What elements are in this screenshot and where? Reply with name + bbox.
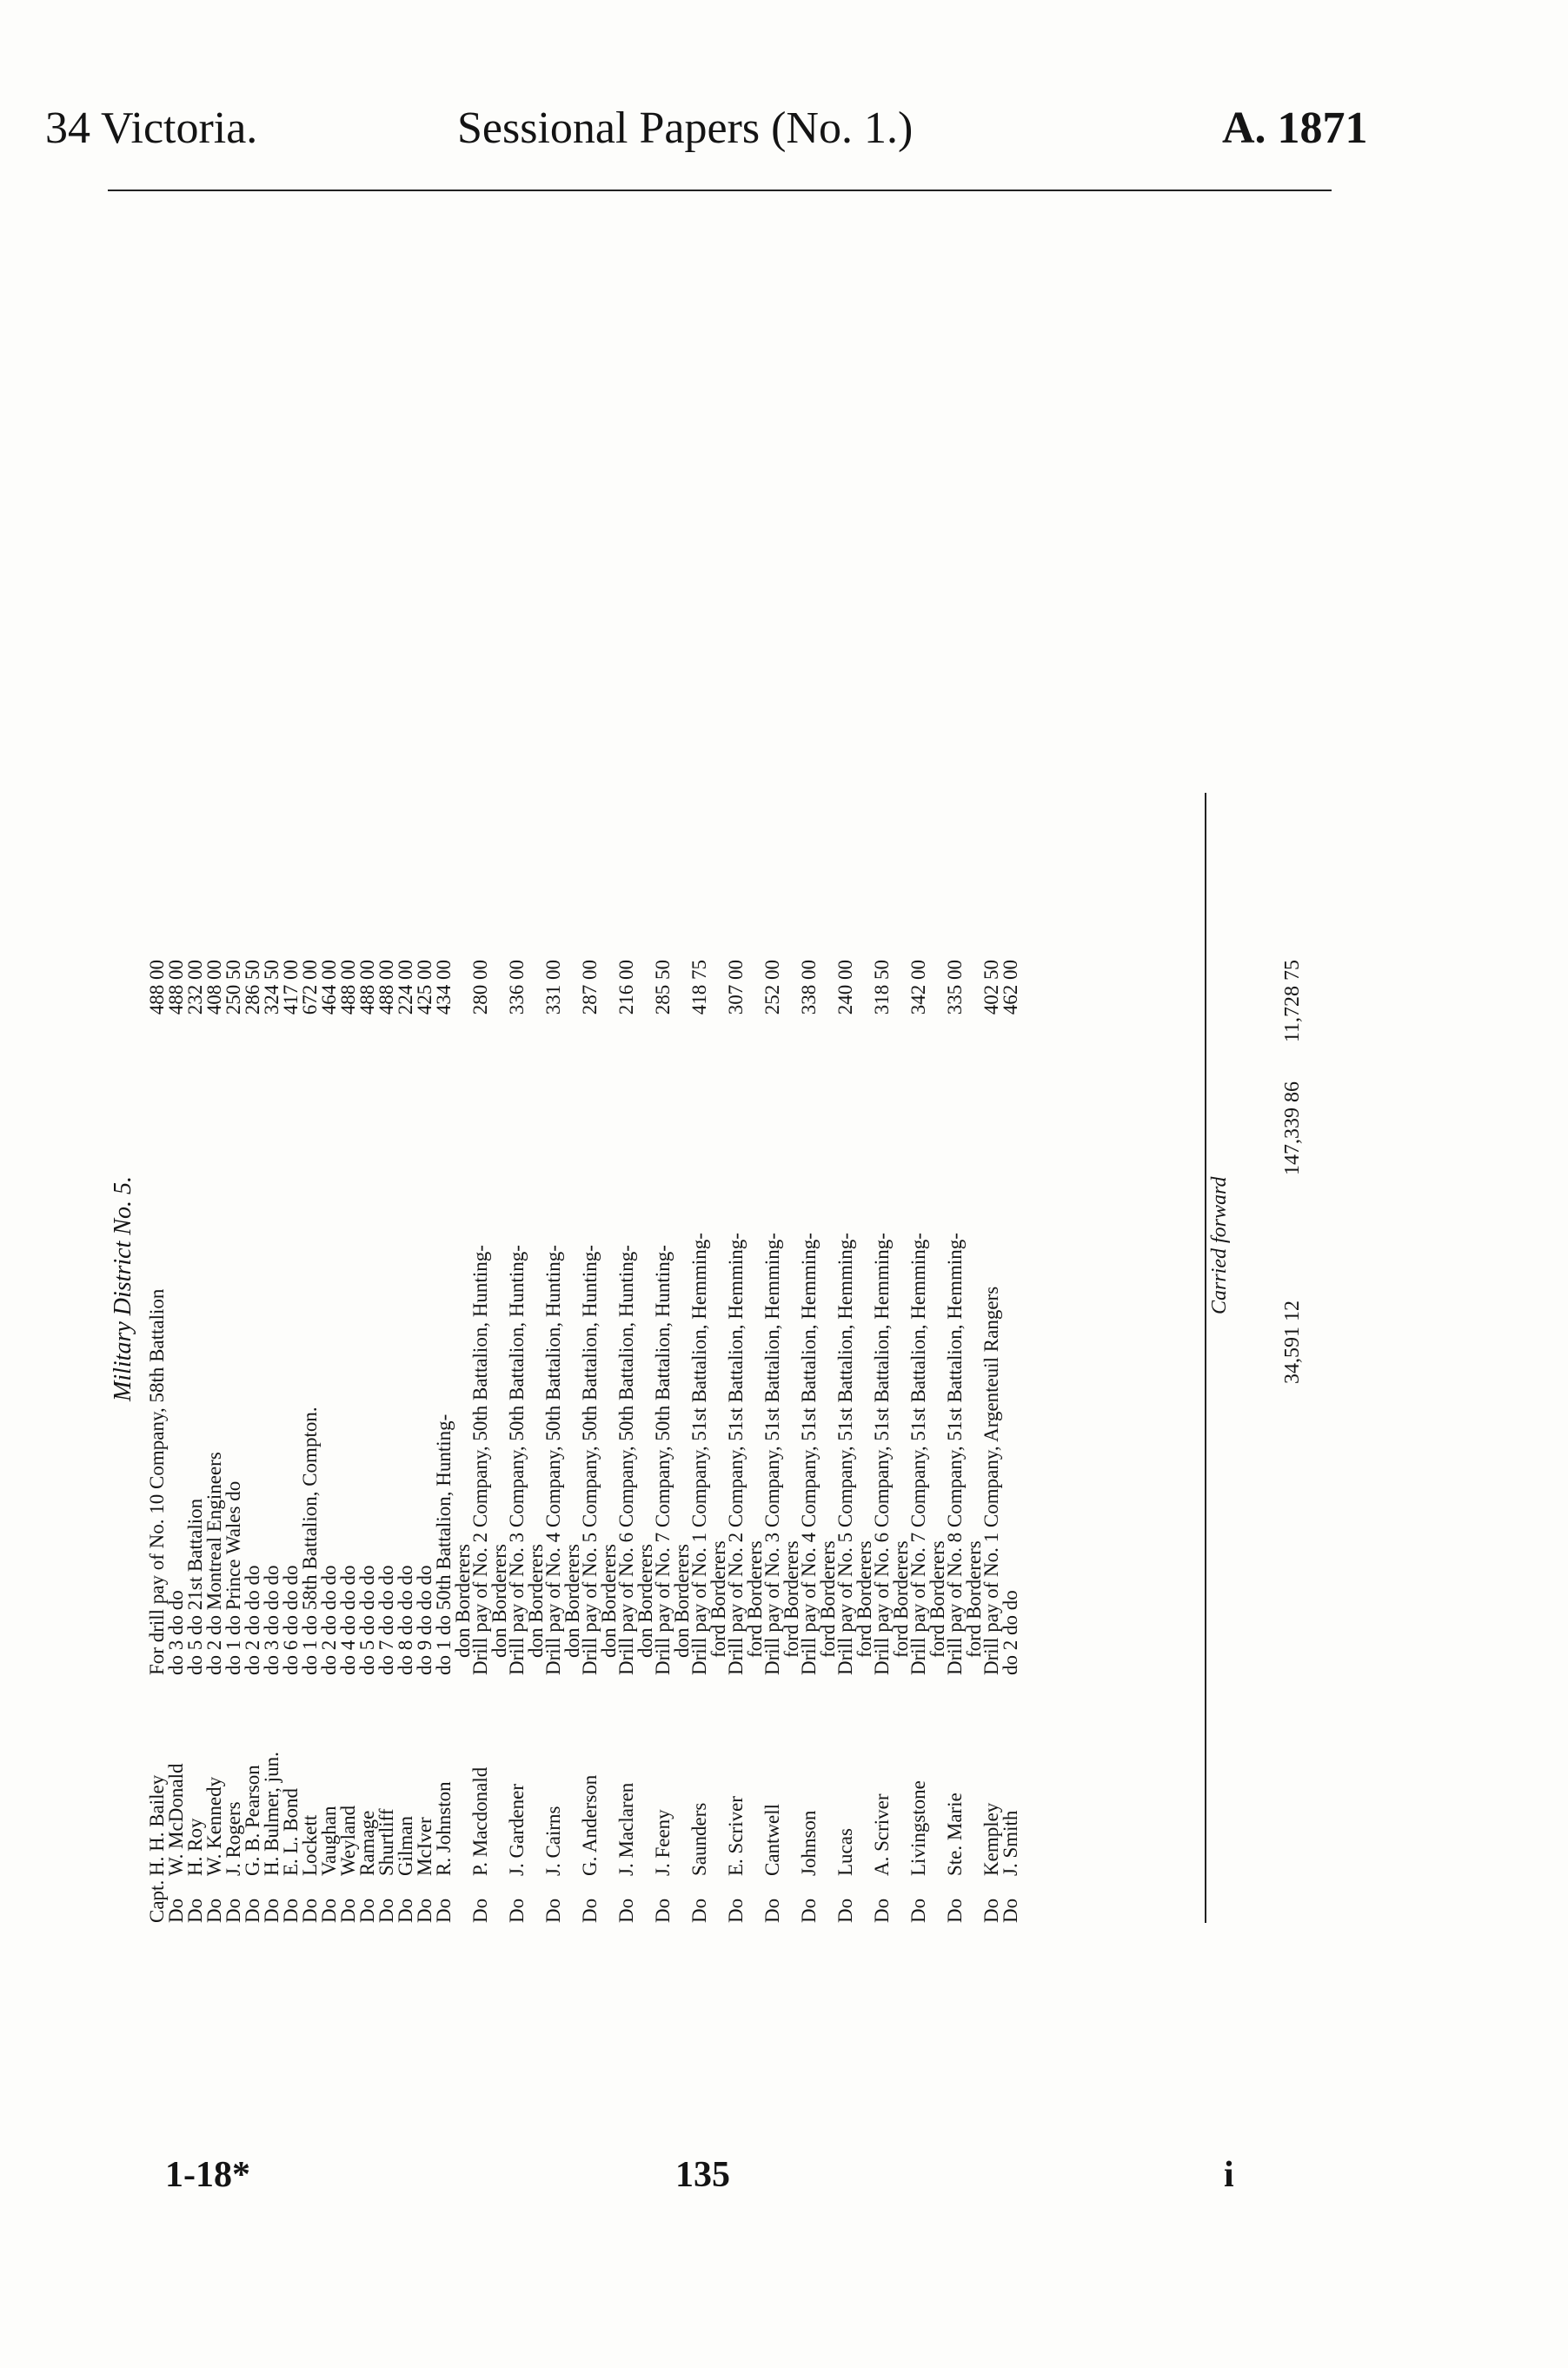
amount-cell: 488 00 [337,960,359,1015]
name-cell: Cantwell [761,1803,783,1876]
rank-cell: Do [395,1898,416,1923]
rank-cell: Do [165,1898,187,1923]
rank-cell: Do [414,1898,435,1923]
amount-cell: 252 00 [761,960,783,1015]
name-cell: Ste. Marie [944,1793,966,1876]
description-cell: Drill pay of No. 6 Company, 51st Battalion, Hemming- [871,1233,893,1675]
rank-cell: Capt. [146,1879,168,1923]
description-cont-cell: ford Borderers [817,1540,839,1658]
header-left: 34 Victoria. [45,103,258,153]
carried-rule [1205,793,1206,1923]
rank-cell: Do [688,1898,710,1923]
header-center: Sessional Papers (No. 1.) [457,103,914,153]
description-cell: do 5 do 21st Battalion [184,1498,206,1675]
rank-cell: Do [579,1898,601,1923]
rank-cell: Do [871,1898,893,1923]
name-cell: J. Smith [1000,1810,1021,1876]
description-cont-cell: don Borderers [671,1544,693,1658]
amount-cell: 232 00 [184,960,206,1015]
rank-cell: Do [375,1898,397,1923]
amount-cell: 402 50 [980,960,1002,1015]
name-cell: P. Macdonald [469,1766,491,1876]
rank-cell: Do [542,1898,564,1923]
name-cell: Shurtliff [375,1808,397,1876]
name-cell: J. Feeny [652,1809,674,1876]
rank-cell: Do [469,1898,491,1923]
total-1: 11,728 75 [1281,960,1304,1043]
rank-cell: Do [337,1898,359,1923]
amount-cell: 286 50 [242,960,263,1015]
rank-cell: Do [433,1898,455,1923]
description-cell: Drill pay of No. 5 Company, 51st Battalion, Hemming- [834,1233,856,1675]
description-cont-cell: ford Borderers [890,1540,912,1658]
description-cell: do 5 do do do [356,1565,378,1675]
name-cell: E. Scriver [725,1796,747,1876]
rank-cell: Do [944,1898,966,1923]
amount-cell: 488 00 [356,960,378,1015]
amount-cell: 324 50 [261,960,282,1015]
amount-cell: 307 00 [725,960,747,1015]
name-cell: Saunders [688,1802,710,1876]
name-cell: G. B. Pearson [242,1765,263,1876]
description-cell: Drill pay of No. 3 Company, 50th Battalion, Hunting- [506,1245,528,1675]
rank-cell: Do [652,1898,674,1923]
description-cell: do 2 do Montreal Engineers [203,1452,225,1675]
description-cell: Drill pay of No. 4 Company, 50th Battalion, Hunting- [542,1245,564,1675]
description-cell: do 3 do do [165,1590,187,1675]
name-cell: Livingstone [907,1780,929,1876]
description-cell: do 1 do Prince Wales do [223,1480,244,1675]
description-cont-cell: don Borderers [525,1544,547,1658]
amount-cell: 488 00 [146,960,168,1015]
name-cell: Lucas [834,1828,856,1876]
amount-cell: 417 00 [280,960,302,1015]
footer-right: i [1224,2155,1234,2195]
description-cell: For drill pay of No. 10 Company, 58th Battalion [146,1288,168,1675]
amount-cell: 287 00 [579,960,601,1015]
name-cell: R. Johnston [433,1781,455,1876]
description-cell: do 1 do 58th Battalion, Compton. [299,1407,321,1675]
rank-cell: Do [242,1898,263,1923]
rank-cell: Do [761,1898,783,1923]
amount-cell: 338 00 [798,960,820,1015]
district-title: Military District No. 5. [110,1176,136,1401]
rank-cell: Do [615,1898,637,1923]
amount-cell: 224 00 [395,960,416,1015]
amount-cell: 488 00 [165,960,187,1015]
description-cell: do 1 do 50th Battalion, Hunting- [433,1413,455,1675]
description-cont-cell: don Borderers [598,1544,620,1658]
description-cell: Drill pay of No. 7 Company, 50th Battalion, Hunting- [652,1245,674,1675]
rank-cell: Do [318,1898,340,1923]
amount-cell: 216 00 [615,960,637,1015]
description-cell: Drill pay of No. 2 Company, 51st Battalion, Hemming- [725,1233,747,1675]
rank-cell: Do [223,1898,244,1923]
description-cell: Drill pay of No. 5 Company, 50th Battalion, Hunting- [579,1245,601,1675]
name-cell: H. H. Bailey [146,1774,168,1876]
rotated-table [108,793,1332,1923]
description-cont-cell: ford Borderers [781,1540,802,1658]
amount-cell: 280 00 [469,960,491,1015]
name-cell: Weyland [337,1805,359,1876]
description-cell: do 2 do do do [318,1565,340,1675]
page-number: 135 [675,2155,730,2195]
rank-cell: Do [1000,1898,1021,1923]
description-cell: Drill pay of No. 7 Company, 51st Battalion, Hemming- [907,1233,929,1675]
name-cell: W. McDonald [165,1763,187,1876]
description-cell: do 2 do do do [242,1565,263,1675]
name-cell: A. Scriver [871,1793,893,1876]
description-cell: Drill pay of No. 4 Company, 51st Battalion, Hemming- [798,1233,820,1675]
total-2: 147,339 86 [1281,1081,1304,1175]
description-cell: Drill pay of No. 2 Company, 50th Battalion, Hunting- [469,1245,491,1675]
amount-cell: 285 50 [652,960,674,1015]
amount-cell: 318 50 [871,960,893,1015]
description-cell: do 7 do do do [375,1565,397,1675]
amount-cell: 342 00 [907,960,929,1015]
description-cell: do 9 do do do [414,1565,435,1675]
rank-cell: Do [506,1898,528,1923]
description-cell: Drill pay of No. 8 Company, 51st Battalion, Hemming- [944,1233,966,1675]
total-3: 34,591 12 [1281,1300,1304,1384]
amount-cell: 240 00 [834,960,856,1015]
rank-cell: Do [203,1898,225,1923]
rank-cell: Do [184,1898,206,1923]
description-cell: do 3 do do do [261,1565,282,1675]
amount-cell: 331 00 [542,960,564,1015]
description-cell: Drill pay of No. 3 Company, 51st Battalion, Hemming- [761,1233,783,1675]
carried-forward-label: Carried forward [1208,1176,1231,1314]
name-cell: J. Maclaren [615,1782,637,1876]
rank-cell: Do [280,1898,302,1923]
description-cell: do 6 do do do [280,1565,302,1675]
amount-cell: 335 00 [944,960,966,1015]
name-cell: Ramage [356,1810,378,1876]
footer-left: 1-18* [165,2155,250,2195]
description-cont-cell: ford Borderers [744,1540,766,1658]
description-cont-cell: ford Borderers [708,1540,729,1658]
rank-cell: Do [725,1898,747,1923]
rank-cell: Do [907,1898,929,1923]
rank-cell: Do [299,1898,321,1923]
rank-cell: Do [980,1898,1002,1923]
name-cell: Vaughan [318,1806,340,1876]
amount-cell: 488 00 [375,960,397,1015]
rank-cell: Do [261,1898,282,1923]
description-cont-cell: don Borderers [561,1544,583,1658]
amount-cell: 462 00 [1000,960,1021,1015]
amount-cell: 336 00 [506,960,528,1015]
name-cell: W. Kennedy [203,1776,225,1876]
amount-cell: 408 00 [203,960,225,1015]
rank-cell: Do [798,1898,820,1923]
name-cell: Johnson [798,1810,820,1876]
name-cell: Lockett [299,1814,321,1876]
name-cell: H. Roy [184,1818,206,1876]
amount-cell: 434 00 [433,960,455,1015]
rank-cell: Do [834,1898,856,1923]
amount-cell: 418 75 [688,960,710,1015]
rank-cell: Do [356,1898,378,1923]
description-cont-cell: don Borderers [452,1544,474,1658]
description-cont-cell: ford Borderers [854,1540,875,1658]
name-cell: McIver [414,1817,435,1876]
header-right: A. 1871 [1222,103,1368,153]
name-cell: Gilman [395,1816,416,1876]
name-cell: H. Bulmer, jun. [261,1752,282,1876]
description-cell: do 4 do do do [337,1565,359,1675]
description-cell: do 8 do do do [395,1565,416,1675]
top-rule [108,190,1332,191]
description-cont-cell: ford Borderers [963,1540,985,1658]
amount-cell: 425 00 [414,960,435,1015]
amount-cell: 464 00 [318,960,340,1015]
name-cell: E. L. Bond [280,1788,302,1876]
name-cell: Kempley [980,1802,1002,1876]
amount-cell: 672 00 [299,960,321,1015]
name-cell: G. Anderson [579,1774,601,1876]
description-cell: Drill pay of No. 1 Company, 51st Battalion, Hemming- [688,1233,710,1675]
amount-cell: 250 50 [223,960,244,1015]
description-cont-cell: don Borderers [488,1544,510,1658]
description-cell: Drill pay of No. 6 Company, 50th Battalion, Hunting- [615,1245,637,1675]
name-cell: J. Gardener [506,1783,528,1876]
description-cell: do 2 do do [1000,1590,1021,1675]
name-cell: J. Cairns [542,1806,564,1876]
description-cont-cell: ford Borderers [927,1540,948,1658]
description-cont-cell: don Borderers [635,1544,656,1658]
name-cell: J. Rogers [223,1801,244,1876]
description-cell: Drill pay of No. 1 Company, Argenteuil Rangers [980,1286,1002,1675]
